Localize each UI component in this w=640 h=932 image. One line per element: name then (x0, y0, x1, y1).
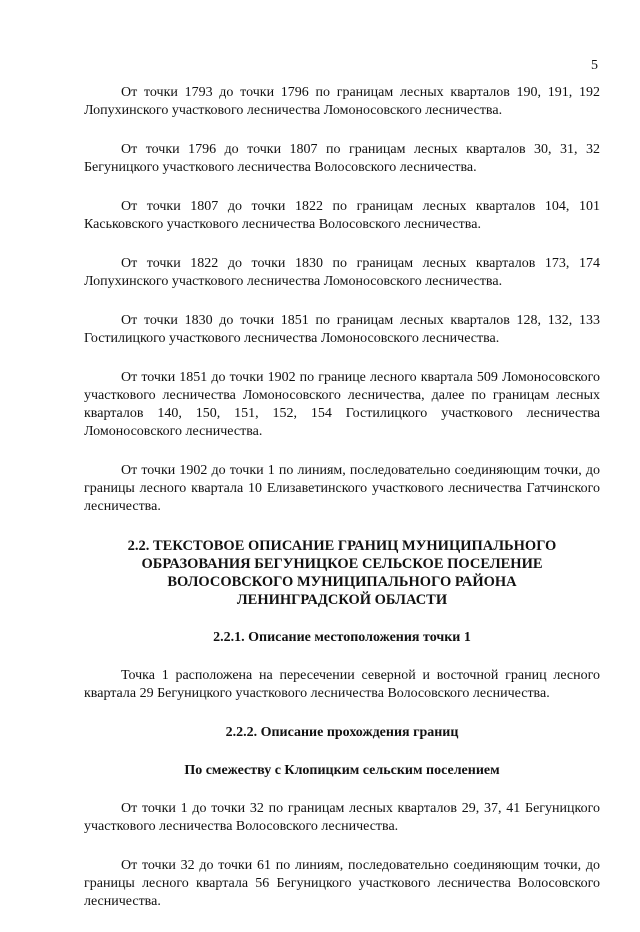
subsection-heading: 2.2.2. Описание прохождения границ (225, 725, 459, 740)
page-number: 5 (591, 58, 598, 73)
paragraph: Точка 1 расположена на пересечении северной и восточной границ лесного квартала 29 Бегуницкого участкового лесничества Волосовского лесничества. (84, 668, 600, 701)
document-body (84, 84, 600, 932)
paragraph: От точки 1796 до точки 1807 по границам лесных кварталов 30, 31, 32 Бегуницкого участкового лесничества Волосовского лесничества. (84, 142, 600, 175)
subsection-heading: 2.2.1. Описание местоположения точки 1 (213, 630, 471, 645)
paragraph: От точки 1902 до точки 1 по линиям, последовательно соединяющим точки, до границы лесного квартала 10 Елизаветинского участкового лесничества Гатчинского лесничества. (84, 463, 600, 514)
section-heading-line: ВОЛОСОВСКОГО МУНИЦИПАЛЬНОГО РАЙОНА (167, 574, 517, 590)
neighbor-heading: По смежеству с Клопицким сельским поселением (184, 763, 500, 778)
paragraph: От точки 1 до точки 32 по границам лесных кварталов 29, 37, 41 Бегуницкого участкового лесничества Волосовского лесничества. (84, 801, 600, 834)
paragraph: От точки 1793 до точки 1796 по границам лесных кварталов 190, 191, 192 Лопухинского участкового лесничества Ломоносовского лесничества. (84, 85, 600, 118)
section-heading-line: ЛЕНИНГРАДСКОЙ ОБЛАСТИ (236, 592, 448, 608)
paragraph: От точки 1822 до точки 1830 по границам лесных кварталов 173, 174 Лопухинского участкового лесничества Ломоносовского лесничества. (84, 256, 600, 289)
section-heading (84, 537, 600, 609)
paragraph: От точки 1830 до точки 1851 по границам лесных кварталов 128, 132, 133 Гостилицкого участкового лесничества Ломоносовского лесничества. (84, 313, 600, 346)
paragraph: От точки 32 до точки 61 по линиям, последовательно соединяющим точки, до границы лесного квартала 56 Бегуницкого участкового лесничества Волосовского лесничества. (84, 858, 600, 909)
section-heading-line: 2.2. ТЕКСТОВОЕ ОПИСАНИЕ ГРАНИЦ МУНИЦИПАЛЬНОГО (127, 538, 557, 554)
paragraph: От точки 1851 до точки 1902 по границе лесного квартала 509 Ломоносовского участкового лесничества Ломоносовского лесничества, далее по границам лесных кварталов 140, 150, 151, 152, 154 Гостилицкого участкового лесничества Ломоносовского лесничества. (84, 370, 600, 439)
paragraph: От точки 1807 до точки 1822 по границам лесных кварталов 104, 101 Каськовского участкового лесничества Волосовского лесничества. (84, 199, 600, 232)
section-heading-line: ОБРАЗОВАНИЯ БЕГУНИЦКОЕ СЕЛЬСКОЕ ПОСЕЛЕНИЕ (141, 556, 543, 572)
